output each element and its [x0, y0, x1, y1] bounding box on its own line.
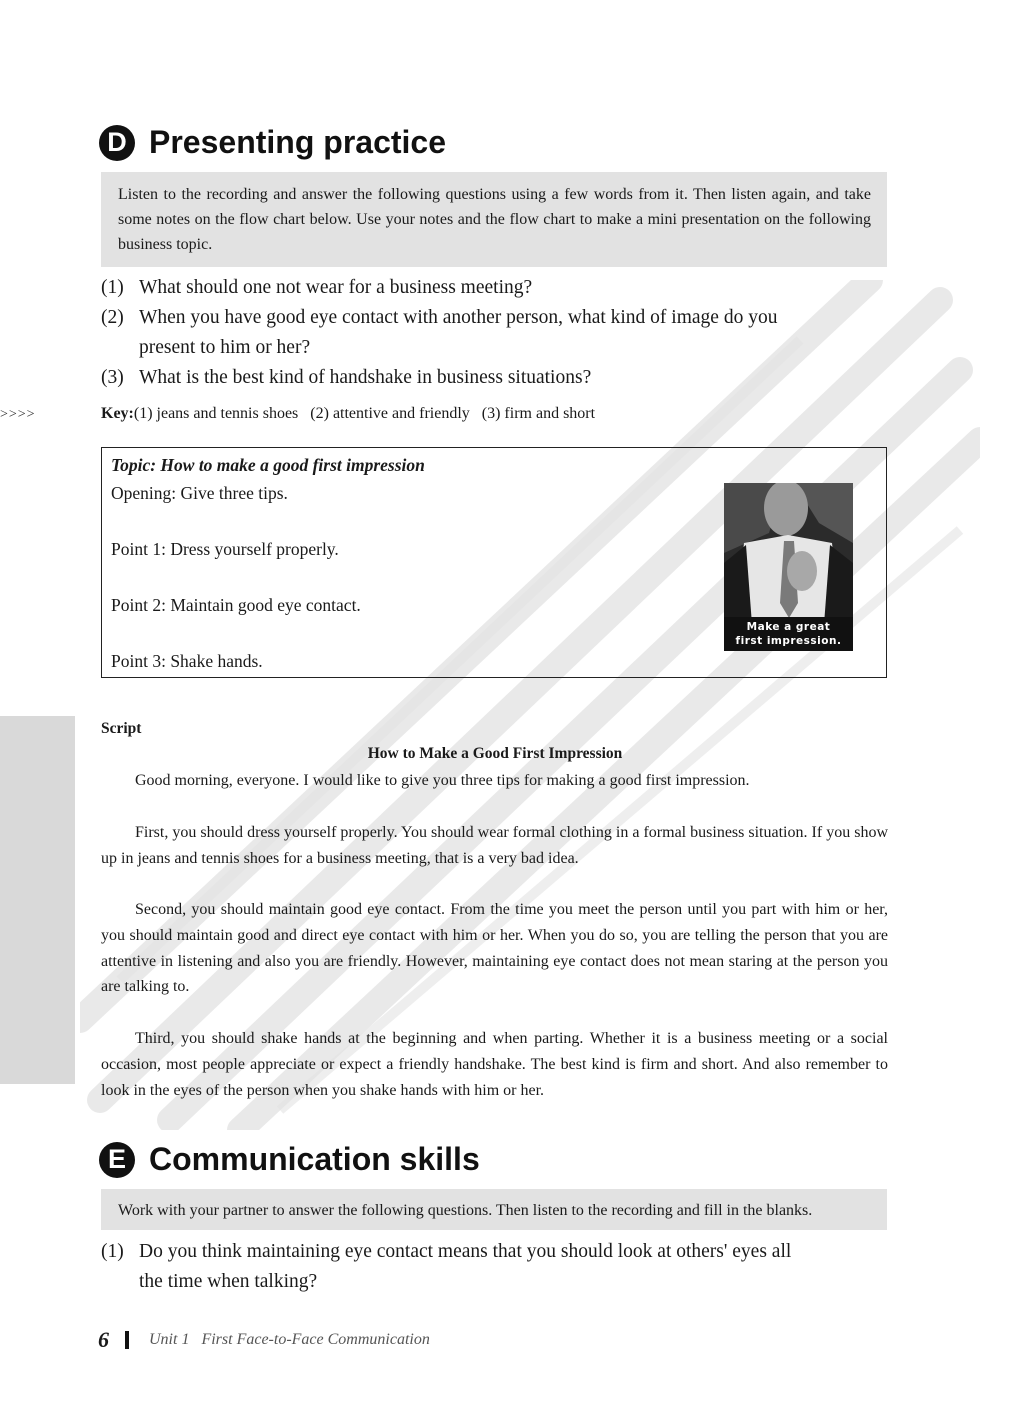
- photo-caption: [724, 617, 853, 651]
- photo-caption-line-2: first impression.: [735, 635, 842, 647]
- section-d-heading: [99, 124, 446, 161]
- topic-point-2: Point 2: Maintain good eye contact.: [111, 595, 361, 615]
- answer-key-label: Key:: [101, 405, 134, 422]
- section-d-title: Presenting practice: [149, 124, 446, 160]
- question-text: When you have good eye contact with another person, what kind of image do you: [139, 307, 778, 328]
- question-2: [101, 303, 891, 363]
- script-paragraph-3: Second, you should maintain good eye contact. From the time you meet the person until you part with him or her, you should maintain good and direct eye contact with him or her. When you do so, you are telling the person that you are attentive in listening and also you are friendly. However, maintaining eye contact does not mean staring at the person you are talking to.: [101, 901, 888, 996]
- answer-key-text: (1) jeans and tennis shoes (2) attentive and friendly (3) firm and short: [133, 405, 596, 422]
- question-text-continued: present to him or her?: [139, 337, 311, 358]
- question-3: [101, 363, 891, 393]
- topic-flow-chart: [101, 447, 887, 678]
- topic-title: Topic: How to make a good first impression: [111, 455, 425, 475]
- question-text: Do you think maintaining eye contact means that you should look at others' eyes all: [139, 1241, 792, 1262]
- photo-caption-line-1: Make a great: [746, 621, 831, 633]
- margin-marker: >>>>: [0, 407, 36, 422]
- topic-point-3: Point 3: Shake hands.: [111, 651, 263, 671]
- question-number: (1): [101, 1241, 124, 1262]
- section-d-instructions: Listen to the recording and answer the following questions using a few words from it. Then listen again, and take some notes on the flow chart below. Use your notes and the flow chart to make a mini presentation on the following business topic.: [101, 172, 887, 267]
- section-e-badge: E: [99, 1142, 135, 1178]
- question-number: (2): [101, 307, 124, 328]
- script-label: Script: [101, 720, 142, 737]
- question-text: What should one not wear for a business meeting?: [139, 277, 533, 298]
- businessman-photo: [724, 483, 853, 651]
- topic-point-1: Point 1: Dress yourself properly.: [111, 539, 339, 559]
- section-e-question-1: [101, 1237, 891, 1297]
- section-e-title: Communication skills: [149, 1141, 480, 1177]
- script-paragraph-4: Third, you should shake hands at the beginning and when parting. Whether it is a business meeting or a social occasion, most people appreciate or expect a friendly handshake. The best kind is firm and short. And also remember to look in the eyes of the person when you shake hands with him or her.: [101, 1030, 888, 1099]
- page-number: 6: [98, 1327, 109, 1352]
- topic-opening: Opening: Give three tips.: [111, 483, 288, 503]
- question-text-continued: the time when talking?: [139, 1271, 318, 1292]
- section-e-heading: [99, 1141, 480, 1178]
- script-paragraph-2: First, you should dress yourself properly. You should wear formal clothing in a formal business situation. If you show up in jeans and tennis shoes for a business meeting, that is a very bad idea.: [101, 824, 888, 867]
- question-1: [101, 273, 891, 303]
- script-title: How to Make a Good First Impression: [367, 745, 623, 762]
- page-footer: [98, 1327, 430, 1353]
- question-number: (3): [101, 367, 124, 388]
- footer-unit-title: Unit 1 First Face-to-Face Communication: [149, 1331, 430, 1348]
- margin-gray-band: [0, 716, 75, 1084]
- question-text: What is the best kind of handshake in business situations?: [139, 367, 592, 388]
- section-d-badge: D: [99, 125, 135, 161]
- question-number: (1): [101, 277, 124, 298]
- footer-divider: [125, 1331, 129, 1349]
- answer-key: [101, 405, 595, 423]
- script-paragraph-1: Good morning, everyone. I would like to give you three tips for making a good first impression.: [135, 772, 750, 789]
- section-e-instructions: Work with your partner to answer the following questions. Then listen to the recording and fill in the blanks.: [101, 1189, 887, 1230]
